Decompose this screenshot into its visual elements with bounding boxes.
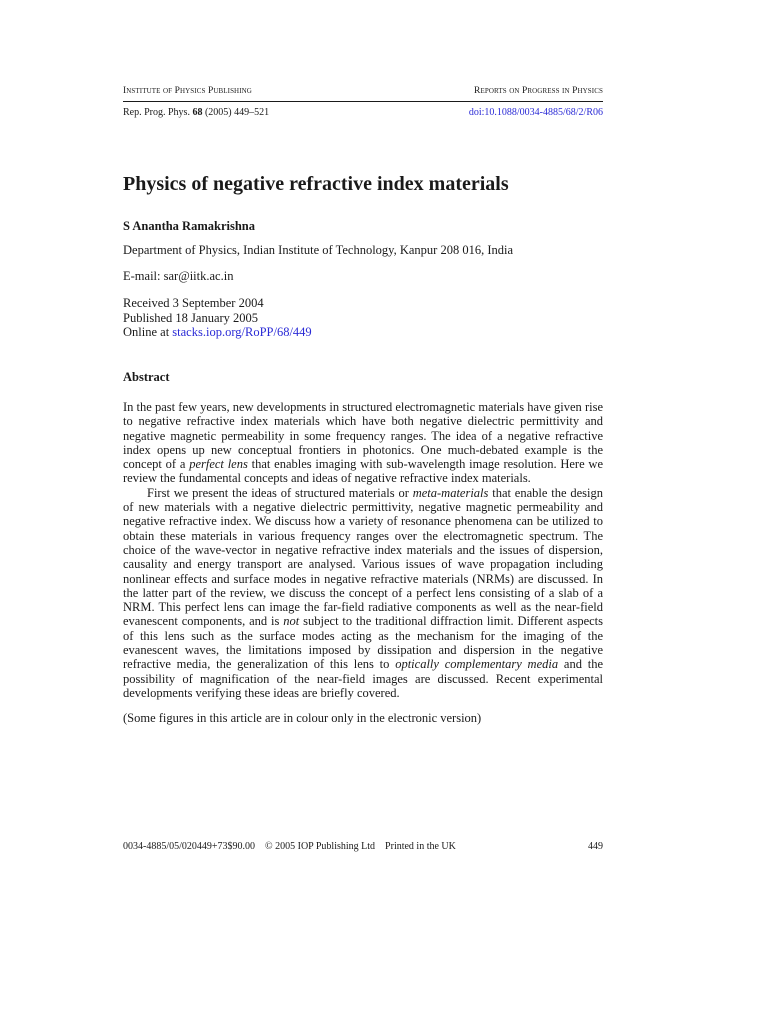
journal-name: Reports on Progress in Physics — [474, 86, 603, 96]
citation-volume: 68 — [192, 107, 203, 118]
abstract-emphasis: not — [283, 614, 300, 629]
citation — [123, 107, 269, 118]
page-footer — [123, 841, 603, 852]
running-header — [123, 86, 603, 96]
abstract-heading: Abstract — [123, 370, 170, 384]
abstract-text: First we present the ideas of structured materials or — [147, 485, 413, 500]
published-date: Published 18 January 2005 — [123, 310, 259, 325]
online-link[interactable]: stacks.iop.org/RoPP/68/449 — [172, 325, 312, 339]
article-title: Physics of negative refractive index materials — [123, 173, 509, 195]
colour-note: (Some figures in this article are in colour only in the electronic version) — [123, 711, 482, 725]
page-number: 449 — [588, 841, 603, 852]
publisher-name: Institute of Physics Publishing — [123, 86, 252, 96]
abstract-text: and the possibility of magnification of the near-field images are discussed. Recent experimental developments verifying these ideas are briefly covered. — [123, 657, 603, 700]
online-line — [123, 325, 312, 340]
abstract-text: that enables imaging with sub-wavelength image resolution. Here we review the fundamental concepts and ideas of negative refractive index materials. — [123, 457, 604, 486]
abstract-body — [123, 400, 603, 700]
received-date: Received 3 September 2004 — [123, 296, 264, 310]
abstract-paragraph-1 — [123, 400, 603, 486]
abstract-emphasis: meta-materials — [412, 485, 489, 500]
publication-dates — [123, 296, 312, 340]
author-name: S Anantha Ramakrishna — [123, 219, 255, 233]
printed-notice: Printed in the UK — [385, 841, 456, 852]
citation-prefix: Rep. Prog. Phys. — [123, 107, 193, 118]
abstract-emphasis: perfect lens — [189, 457, 248, 472]
abstract-emphasis: optically complementary media — [395, 657, 559, 672]
copyright-notice: © 2005 IOP Publishing Ltd — [265, 841, 376, 852]
abstract-paragraph-2 — [123, 486, 603, 700]
citation-suffix: (2005) 449–521 — [202, 107, 270, 118]
email-label: E-mail: — [123, 269, 164, 283]
author-affiliation: Department of Physics, Indian Institute of Technology, Kanpur 208 016, India — [123, 243, 514, 257]
email-address: sar@iitk.ac.in — [163, 269, 234, 283]
abstract-text: subject to the traditional diffraction limit. Different aspects of this lens such as the surface modes acting as the mechanism for the imaging of the evanescent waves, the limitations imposed by dissipation and dispersion in the negative refractive media, the generalization of this lens to — [123, 614, 603, 672]
abstract-text: In the past few years, new developments in structured electromagnetic materials have given rise to negative refractive index materials which have both negative dielectric permittivity and negative magnetic permeability in some frequency ranges. The idea of a negative refractive index opens up new conceptual frontiers in photonics. One much-debated example is the concept of a — [123, 400, 603, 472]
issn-code: 0034-4885/05/020449+73$90.00 — [123, 841, 256, 852]
header-divider — [123, 101, 603, 102]
footer-left — [123, 841, 466, 852]
email-line — [123, 269, 233, 284]
online-label: Online at — [123, 325, 173, 339]
doi-link[interactable]: doi:10.1088/0034-4885/68/2/R06 — [468, 107, 603, 118]
citation-line — [123, 107, 603, 118]
abstract-text: that enable the design of new materials with a negative dielectric permittivity, negative magnetic permeability and negative refractive index. We discuss how a variety of resonance phenomena can be utilized to obtain these materials in various frequency ranges over the electromagnetic spectrum. The choice of the wave-vector in negative refractive index materials and the issues of dispersion, causality and energy transport are analysed. Various issues of wave propagation including nonlinear effects and surface modes in negative refractive materials (NRMs) are discussed. In the latter part of the review, we discuss the concept of a perfect lens consisting of a slab of a NRM. This perfect lens can image the far-field radiative components as well as the near-field evanescent components, and is — [123, 485, 603, 629]
